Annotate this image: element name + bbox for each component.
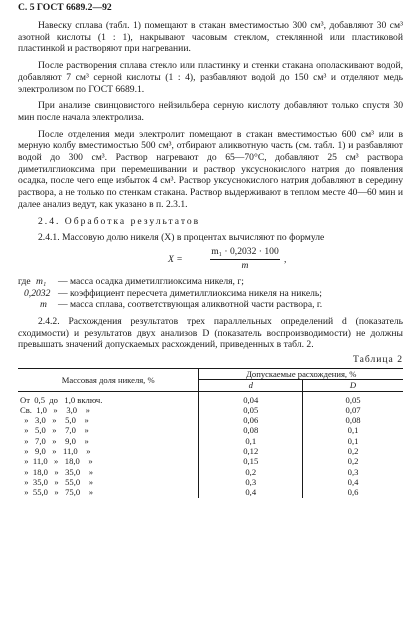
document-body bbox=[18, 20, 403, 498]
column-header-fraction: Массовая доля никеля, % bbox=[18, 368, 199, 391]
column-header-D: D bbox=[303, 380, 403, 391]
cell-d: 0,05 bbox=[199, 405, 303, 415]
table-row bbox=[18, 467, 403, 477]
cell-d: 0,15 bbox=[199, 456, 303, 466]
definition-text: — коэффициент пересчета диметилглиоксима никеля на никель; bbox=[58, 287, 322, 299]
table-row bbox=[18, 446, 403, 456]
column-header-group: Допускаемые расхождения, % bbox=[199, 368, 403, 379]
cell-D: 0,07 bbox=[345, 404, 361, 415]
cell-d: 0,12 bbox=[199, 446, 303, 456]
definition-prefix bbox=[18, 299, 40, 311]
cell-range: » 5,0 » 7,0 » bbox=[18, 425, 199, 435]
paragraph-lead-nickel-silver: При анализе свинцовистого нейзильбера серную кислоту добавляют только спустя 30 мин после начала электролиза. bbox=[18, 100, 403, 123]
cell-D: 0,4 bbox=[347, 477, 359, 487]
paragraph-precipitation: После отделения меди электролит помещают в стакан вместимостью 600 см³ или в мерную колбу вместимостью 500 см³, отбирают аликвотную часть (см. табл. 1) и разбавляют водой до 300 см³. Раствор нагревают до 65—70°С, добавляют 25 см³ раствора диметилглиоксима при перемешивании и раствор уксуснокислого натрия до появления осадка, после чего еще избыток 4 см³. Раствор уксуснокислого натрия добавляют в середину раствора, а не только по стенкам стакана. Раствор выдерживают в теплом месте 40—60 мин и далее анализ ведут, как указано в п. 2.3.1. bbox=[18, 128, 403, 210]
cell-d: 0,06 bbox=[199, 415, 303, 425]
cell-range: От 0,5 до 1,0 включ. bbox=[18, 391, 199, 405]
cell-D: 0,1 bbox=[347, 425, 359, 436]
cell-D: 0,3 bbox=[347, 466, 359, 477]
cell-range: Св. 1,0 » 3,0 » bbox=[18, 405, 199, 415]
cell-range: » 7,0 » 9,0 » bbox=[18, 436, 199, 446]
definition-row bbox=[18, 299, 403, 311]
cell-range: » 9,0 » 11,0 » bbox=[18, 446, 199, 456]
cell-d: 0,3 bbox=[199, 477, 303, 487]
formula-lhs: X = bbox=[168, 253, 183, 265]
definition-symbol: m₁ bbox=[36, 275, 47, 287]
table-row bbox=[18, 391, 403, 405]
definition-text: — масса сплава, соответствующая аликвотной части раствора, г. bbox=[58, 299, 323, 311]
formula-fraction bbox=[210, 246, 280, 271]
cell-range: » 11,0 » 18,0 » bbox=[18, 456, 199, 466]
definition-text: — масса осадка диметилглиоксима никеля, г; bbox=[58, 275, 244, 287]
paragraph-electrolysis: После растворения сплава стекло или пластинку и стенки стакана ополаскивают водой, добавляют 7 см³ серной кислоты (1 : 4), разбавляют водой до 150 см³ и отделяют медь электролизом по ГОСТ 6689.1. bbox=[18, 60, 403, 95]
definition-row bbox=[18, 276, 403, 288]
table-row bbox=[18, 405, 403, 415]
table-row bbox=[18, 477, 403, 487]
cell-D: 0,05 bbox=[345, 394, 361, 405]
nickel-formula bbox=[18, 245, 403, 271]
cell-d: 0,08 bbox=[199, 425, 303, 435]
cell-d: 0,4 bbox=[199, 487, 303, 497]
cell-range: » 18,0 » 35,0 » bbox=[18, 467, 199, 477]
cell-d: 0,04 bbox=[199, 391, 303, 405]
paragraph-2-4-2: 2.4.2. Расхождения результатов трех параллельных определений d (показатель сходимости) и результатов двух анализов D (показатель воспроизводимости) не должны превышать значений допускаемых расхождений, приведенных в табл. 2. bbox=[18, 316, 403, 351]
formula-numerator: m₁ · 0,2032 · 100 bbox=[210, 246, 280, 260]
definition-prefix: где bbox=[18, 275, 31, 287]
section-heading-2-4: 2.4. Обработка результатов bbox=[38, 215, 201, 227]
definition-symbol: m bbox=[40, 299, 47, 311]
cell-range: » 3,0 » 5,0 » bbox=[18, 415, 199, 425]
cell-D: 0,08 bbox=[345, 415, 361, 426]
table-header-row bbox=[18, 368, 403, 379]
paragraph-2-4-1: 2.4.1. Массовую долю никеля (X) в процентах вычисляют по формуле bbox=[38, 232, 325, 244]
cell-D: 0,1 bbox=[347, 435, 359, 446]
page-header: С. 5 ГОСТ 6689.2—92 bbox=[18, 2, 112, 13]
cell-D: 0,6 bbox=[347, 487, 359, 498]
formula-tail: , bbox=[284, 253, 287, 265]
table-row bbox=[18, 415, 403, 425]
formula-denominator: m bbox=[241, 259, 249, 271]
column-header-d: d bbox=[199, 380, 303, 391]
table-row bbox=[18, 425, 403, 435]
cell-d: 0,1 bbox=[199, 436, 303, 446]
definition-symbol: 0,2032 bbox=[24, 287, 51, 299]
cell-range: » 55,0 » 75,0 » bbox=[18, 487, 199, 497]
table-row bbox=[18, 436, 403, 446]
table-caption: Таблица 2 bbox=[352, 354, 403, 366]
tolerance-table bbox=[18, 368, 403, 498]
table-row bbox=[18, 456, 403, 466]
formula-definitions bbox=[18, 276, 403, 311]
cell-d: 0,2 bbox=[199, 467, 303, 477]
cell-D: 0,2 bbox=[347, 446, 359, 457]
cell-range: » 35,0 » 55,0 » bbox=[18, 477, 199, 487]
paragraph-sample-dissolution: Навеску сплава (табл. 1) помещают в стакан вместимостью 300 см³, добавляют 30 см³ азотной кислоты (1 : 1), накрывают часовым стеклом, стеклянной или пластиковой пластинкой и растворяют при нагревании. bbox=[18, 20, 403, 55]
table-row bbox=[18, 487, 403, 497]
definition-row bbox=[18, 288, 403, 300]
cell-D: 0,2 bbox=[347, 456, 359, 467]
